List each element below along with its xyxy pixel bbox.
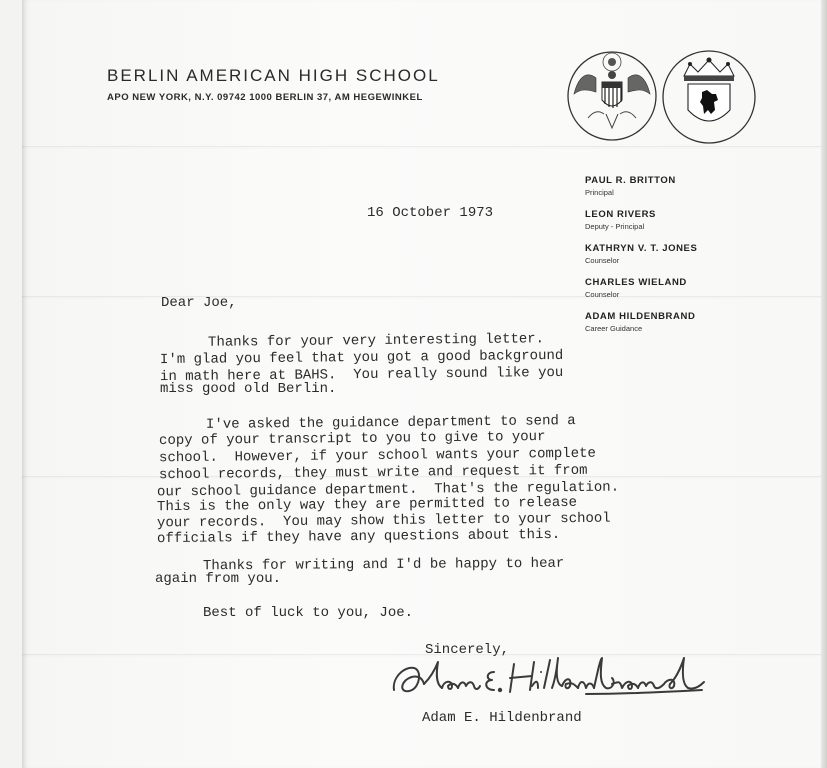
berlin-bear-crest-icon xyxy=(660,48,758,146)
salutation: Dear Joe, xyxy=(161,295,237,311)
letter-line: in math here at BAHS. You really sound like you xyxy=(159,364,564,386)
letter-line: I've asked the guidance department to send a xyxy=(205,413,576,433)
letter-line: I'm glad you feel that you got a good background xyxy=(159,347,564,369)
us-eagle-seal-icon xyxy=(566,48,658,144)
staff-name: CHARLES WIELAND xyxy=(585,277,687,288)
letter-line: school records, they must write and request it from xyxy=(158,462,588,484)
staff-name: ADAM HILDENBRAND xyxy=(585,311,696,322)
staff-item xyxy=(585,210,785,230)
letter-line: again from you. xyxy=(155,571,282,587)
staff-title: Principal xyxy=(585,187,614,197)
letter-line: officials if they have any questions about this. xyxy=(156,526,561,548)
letter-line: Best of luck to you, Joe. xyxy=(203,605,414,621)
letter-line: Thanks for your very interesting letter. xyxy=(207,331,545,351)
staff-title: Counselor xyxy=(585,255,620,265)
staff-name: LEON RIVERS xyxy=(585,209,656,220)
letter-line: This is the only way they are permitted to release xyxy=(156,494,578,516)
letter-date: 16 October 1973 xyxy=(367,205,494,221)
letter-line: our school guidance department. That's the regulation. xyxy=(156,479,620,501)
staff-item xyxy=(585,312,785,332)
staff-name: PAUL R. BRITTON xyxy=(585,175,676,186)
staff-title: Counselor xyxy=(585,289,620,299)
letter-line: school. However, if your school wants your complete xyxy=(158,445,596,467)
letter-line: miss good old Berlin. xyxy=(160,381,337,397)
school-address: APO NEW YORK, N.Y. 09742 1000 BERLIN 37, AM HEGEWINKEL xyxy=(107,92,423,103)
page-edge xyxy=(821,0,827,768)
staff-name: KATHRYN V. T. JONES xyxy=(585,243,698,254)
staff-list xyxy=(585,176,785,346)
letter-line: Thanks for writing and I'd be happy to hear xyxy=(202,555,565,575)
staff-title: Deputy - Principal xyxy=(585,221,645,231)
staff-title: Career Guidance xyxy=(585,323,643,333)
staff-item xyxy=(585,278,785,298)
closing: Sincerely, xyxy=(425,642,510,658)
letter-line: copy of your transcript to you to give to your xyxy=(158,428,546,450)
fold-crease xyxy=(22,146,827,147)
school-name: BERLIN AMERICAN HIGH SCHOOL xyxy=(107,66,440,85)
letter-line: your records. You may show this letter to your school xyxy=(156,510,611,532)
typed-name: Adam E. Hildenbrand xyxy=(422,710,582,726)
staff-item xyxy=(585,244,785,264)
handwritten-signature xyxy=(386,650,706,706)
staff-item xyxy=(585,176,785,196)
